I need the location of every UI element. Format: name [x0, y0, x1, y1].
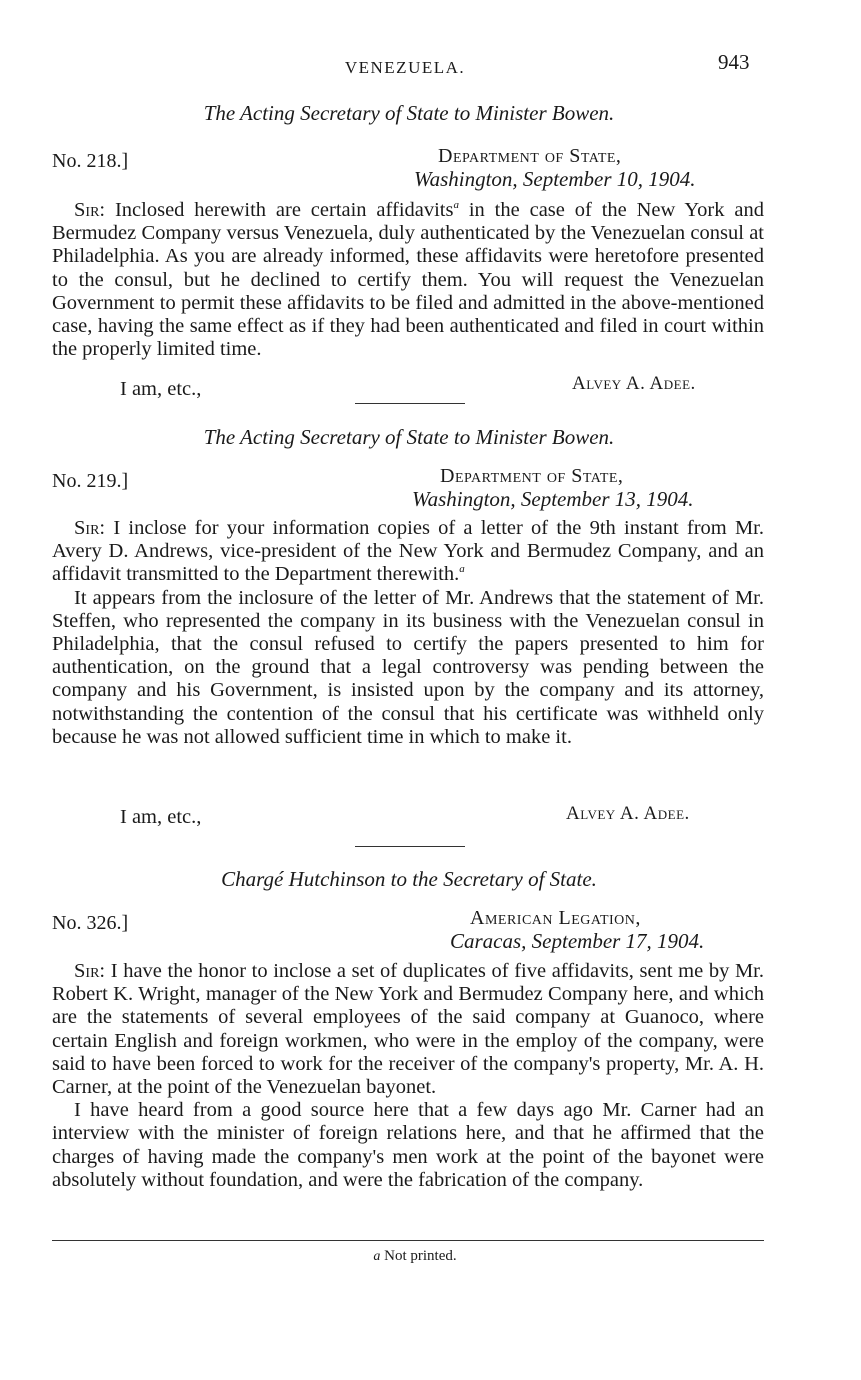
signature: Alvey A. Adee.: [566, 803, 690, 824]
sender-department: Department of State,: [438, 145, 622, 167]
closing: I am, etc.,: [120, 378, 202, 400]
paragraph-text: I have heard from a good source here that a few days ago Mr. Carner had an interview with the minister of foreign relations here, and that he affirmed that the charges of having made the company's men work at the point of the bayonet were absolutely without foundation, and were the fabrication of the company.: [52, 1099, 764, 1191]
salutation: Sir: [74, 960, 100, 982]
paragraph: Sir: I inclose for your information copies of a letter of the 9th instant from Mr. Avery D. Andrews, vice-president of the New York and Bermudez Company, and an affidavit transmitted to the Department therewith.$^a$: [52, 517, 764, 586]
dateline: Washington, September 13, 1904.: [412, 487, 694, 511]
letter-heading: Chargé Hutchinson to the Secretary of State.: [221, 867, 597, 891]
salutation: Sir: [74, 199, 100, 221]
letter-body: [52, 960, 764, 1192]
paragraph: [52, 587, 764, 749]
salutation: Sir: [74, 517, 100, 539]
sender-department: American Legation,: [470, 907, 641, 929]
closing: I am, etc.,: [120, 806, 202, 828]
letter-number: No. 326.]: [52, 912, 129, 934]
dateline: Caracas, September 17, 1904.: [450, 929, 705, 953]
letter-body: [52, 199, 764, 361]
section-divider: [355, 846, 465, 847]
letter-heading: The Acting Secretary of State to Minister Bowen.: [203, 101, 615, 125]
footnote-marker: a: [453, 199, 459, 212]
paragraph: Sir: I have the honor to inclose a set of duplicates of five affidavits, sent me by Mr. Robert K. Wright, manager of the New York and Bermudez Company here, and which are the statements of several employees of the said company at Guanoco, where certain English and foreign workmen, who were in the employ of the company, were said to have been forced to work for the receiver of the company's property, Mr. A. H. Carner, at the point of the Venezuelan bayonet.: [52, 960, 764, 1099]
footnote-text: Not printed.: [384, 1248, 457, 1264]
paragraph-text: Inclosed herewith are certain affidavits: [114, 199, 454, 221]
paragraph: [52, 1099, 764, 1192]
letter-heading: The Acting Secretary of State to Minister Bowen.: [203, 425, 615, 449]
section-divider: [355, 403, 465, 404]
paragraph-text: in the case of the New York and Bermudez Company versus Venezuela, duly authenticated by the Venezuelan consul at Philadelphia. As you are already informed, these affidavits were heretofore presented to the consul, but he declined to certify them. You will request the Venezuelan Government to permit these affidavits to be filed and admitted in the above-mentioned case, having the same effect as if they had been authenticated and filed in court within the properly limited time.: [52, 199, 764, 361]
signature: Alvey A. Adee.: [572, 373, 696, 394]
footnote-marker: a: [373, 1249, 381, 1264]
dateline: Washington, September 10, 1904.: [414, 167, 696, 191]
letter-number: No. 218.]: [52, 150, 129, 172]
footnote: [0, 1248, 830, 1265]
letter-body: [52, 517, 764, 749]
footnote-rule: [52, 1240, 764, 1241]
page-number: 943: [718, 50, 750, 74]
footnote-marker: a: [459, 563, 465, 576]
paragraph-text: It appears from the inclosure of the letter of Mr. Andrews that the statement of Mr. Steffen, who represented the company in its business with the Venezuelan consul in Philadelphia, that the consul refused to certify the papers presented to him for authentication, on the ground that a legal controversy was pending between the company and his Government, is insisted upon by the company and its attorney, notwithstanding the contention of the consul that his certificate was withheld only because he was not allowed sufficient time in which to make it.: [52, 586, 764, 748]
sender-department: Department of State,: [440, 465, 624, 487]
paragraph: Sir: Inclosed herewith are certain affidavits$^a$ in the case of the New York and Bermudez Company versus Venezuela, duly authenticated by the Venezuelan consul at Philadelphia. As you are already informed, these affidavits were heretofore presented to the consul, but he declined to certify them. You will request the Venezuelan Government to permit these affidavits to be filed and admitted in the above-mentioned case, having the same effect as if they had been authenticated and filed in court within the properly limited time.: [52, 199, 764, 361]
paragraph-text: I inclose for your information copies of a letter of the 9th instant from Mr. Avery D. Andrews, vice-president of the New York and Bermudez Company, and an affidavit transmitted to the Department therewith.: [52, 517, 764, 586]
paragraph-text: I have the honor to inclose a set of duplicates of five affidavits, sent me by Mr. Robert K. Wright, manager of the New York and Bermudez Company here, and which are the statements of several employees of the said company at Guanoco, where certain English and foreign workmen, who were in the employ of the company, were said to have been forced to work for the receiver of the company's property, Mr. A. H. Carner, at the point of the Venezuelan bayonet.: [52, 960, 764, 1099]
letter-number: No. 219.]: [52, 470, 129, 492]
running-head: VENEZUELA.: [344, 58, 466, 77]
